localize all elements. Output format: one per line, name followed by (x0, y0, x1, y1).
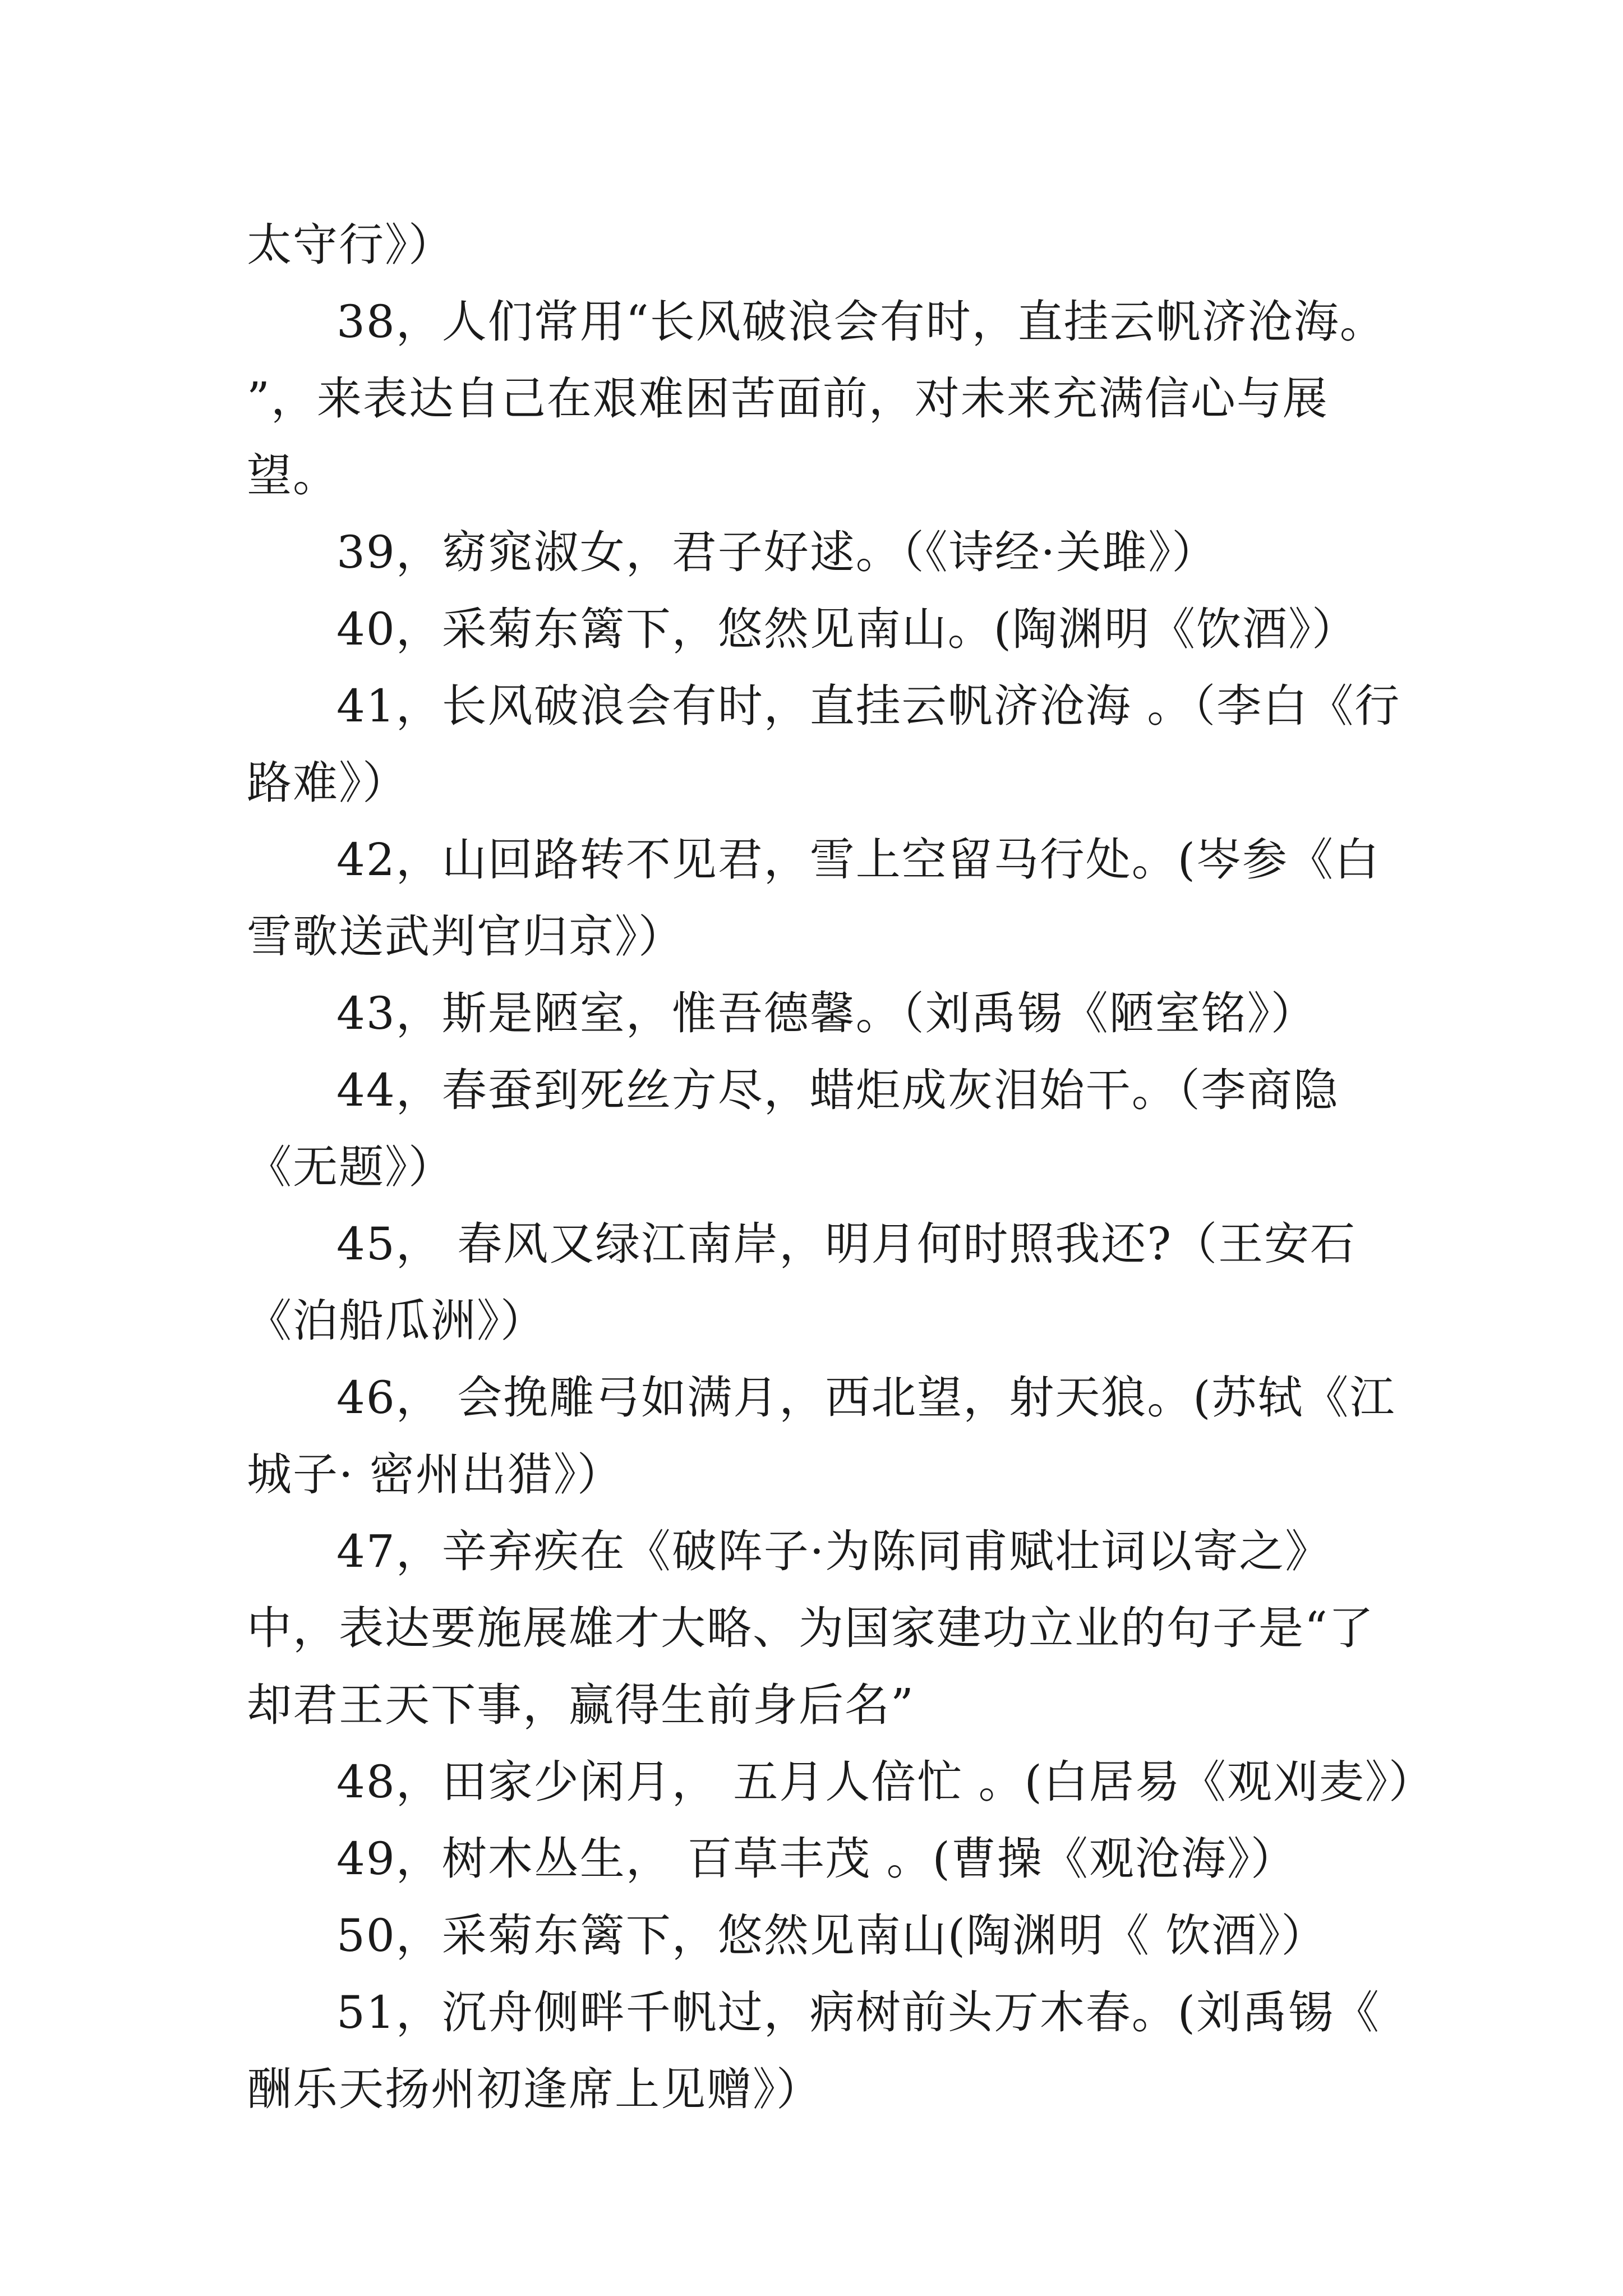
document-body (247, 206, 1435, 2128)
paragraph-1: 太守行》） (247, 219, 454, 271)
paragraph-13: 49，树木丛生， 百草丰茂 。(曹操《观沧海》） (336, 1833, 1297, 1885)
paragraph-7: 43，斯是陋室，惟吾德馨。（刘禹锡《陋室铭》） (336, 987, 1317, 1039)
paragraph-4: 40，采菊东篱下，悠然见南山。(陶渊明《饮酒》） (336, 603, 1358, 655)
paragraph-6: 42，山回路转不见君，雪上空留马行处。(岑参《白雪歌送武判官归京》） (247, 834, 1381, 963)
paragraph-3: 39，窈窕淑女，君子好逑。（《诗经·关雎》） (336, 526, 1218, 578)
paragraph-15: 51，沉舟侧畔千帆过，病树前头万木春。(刘禹锡《 酬乐天扬州初逢席上见赠》） (247, 1986, 1396, 2115)
paragraph-5: 41，长风破浪会有时，直挂云帆济沧海 。（李白《行路难》） (247, 680, 1401, 809)
paragraph-12: 48，田家少闲月， 五月人倍忙 。(白居易《观刈麦》） (336, 1756, 1435, 1808)
paragraph-14: 50，采菊东篱下，悠然见南山(陶渊明《 饮酒》） (336, 1910, 1327, 1962)
paragraph-9: 45， 春风又绿江南岸，明月何时照我还?（王安石《泊船瓜洲》） (247, 1218, 1357, 1347)
paragraph-2: 38，人们常用“长风破浪会有时，直挂云帆济沧海。 ”，来表达自己在艰难困苦面前，对未来充满信心与展望。 (247, 296, 1401, 501)
paragraph-10: 46， 会挽雕弓如满月，西北望，射天狼。(苏轼《江城子· 密州出猎》） (247, 1372, 1396, 1501)
paragraph-8: 44，春蚕到死丝方尽，蜡炬成灰泪始干。（李商隐《无题》） (247, 1064, 1339, 1193)
paragraph-11: 47，辛弃疾在《破阵子·为陈同甫赋壮词以寄之》中，表达要施展雄才大略、为国家建功立业的句子是“了却君王天下事，赢得生前身后名” (247, 1525, 1375, 1731)
